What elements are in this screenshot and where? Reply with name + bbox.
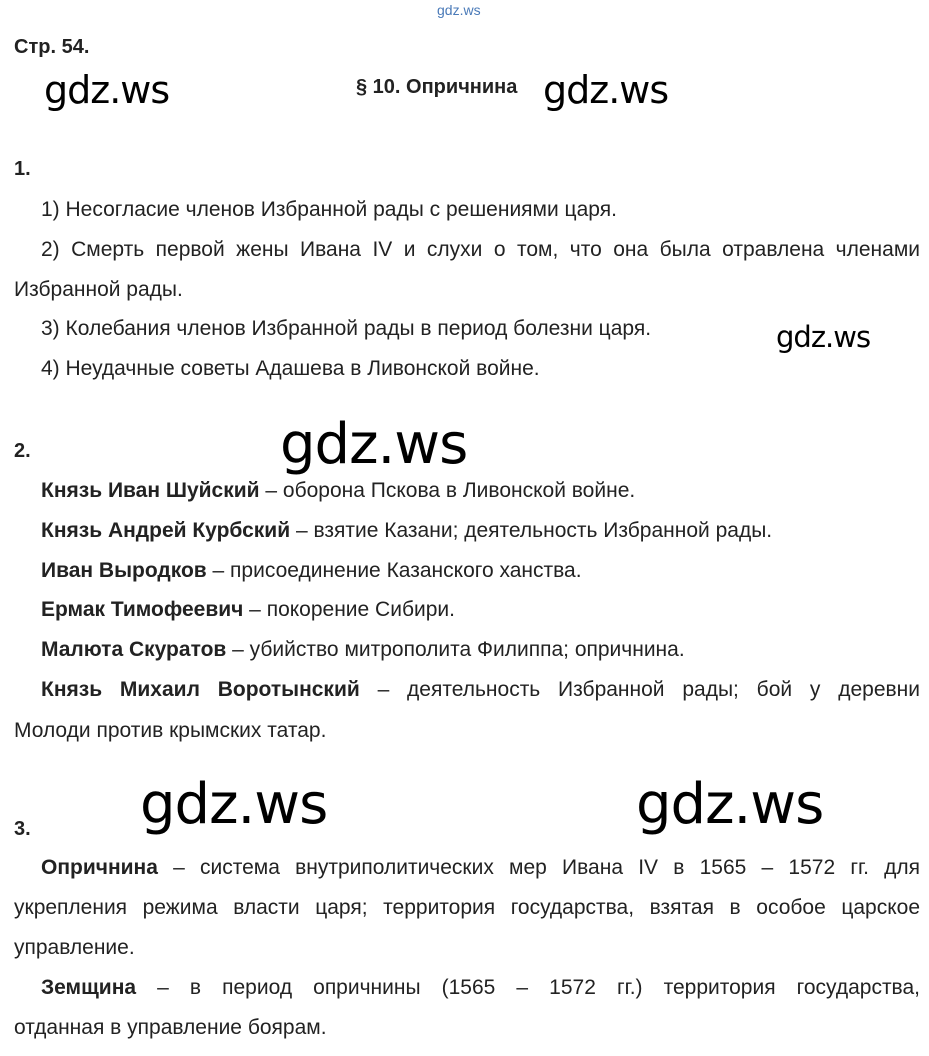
watermark: gdz.ws [140,772,328,837]
person-entry [41,560,582,581]
watermark: gdz.ws [44,68,170,112]
person-name: Малюта Скуратов [41,638,227,661]
watermark: gdz.ws [776,320,871,354]
person-name: Князь Андрей Курбский [41,519,291,542]
watermark: gdz.ws [636,772,824,837]
definition-text: – в период опричнины (1565 – 1572 гг.) территория государства, [136,976,920,999]
section-number-3: 3. [14,818,31,840]
person-desc: – деятельность Избранной рады; бой у деревни [359,678,920,701]
list-item: 3) Колебания членов Избранной рады в период болезни царя. [41,317,652,340]
page-title: § 10. Опричнина [356,76,518,98]
watermark: gdz.ws [280,412,468,477]
person-desc: – взятие Казани; деятельность Избранной рады. [290,519,773,542]
list-item-continuation: Избранной рады. [14,278,183,301]
person-desc: – покорение Сибири. [243,598,455,621]
person-entry [41,520,772,541]
person-desc: – оборона Пскова в Ливонской войне. [259,479,636,502]
definition-line: отданная в управление боярам. [14,1016,327,1039]
person-name: Ермак Тимофеевич [41,598,244,621]
person-entry [41,679,920,700]
section-number-2: 2. [14,440,31,462]
list-item: 2) Смерть первой жены Ивана IV и слухи о том, что она была отравлена членами [41,238,920,261]
definition-oprichnina [41,857,920,878]
list-item: 4) Неудачные советы Адашева в Ливонской войне. [41,357,540,380]
person-name: Князь Иван Шуйский [41,479,260,502]
person-entry [41,480,635,501]
section-number-1: 1. [14,158,31,180]
definition-zemshchina [41,977,920,998]
person-desc: – присоединение Казанского ханства. [206,559,582,582]
term-zemshchina: Земщина [41,976,137,999]
top-watermark: gdz.ws [437,2,481,18]
term-oprichnina: Опричнина [41,856,158,879]
person-name: Князь Михаил Воротынский [41,678,360,701]
person-entry [41,599,455,620]
list-item: 1) Несогласие членов Избранной рады с решениями царя. [41,198,617,221]
definition-text: – система внутриполитических мер Ивана IV в 1565 – 1572 гг. для [157,856,920,879]
definition-line: управление. [14,936,135,959]
person-entry [41,639,685,660]
person-desc: – убийство митрополита Филиппа; опричнина. [226,638,685,661]
person-entry-continuation: Молоди против крымских татар. [14,719,327,742]
page-label: Стр. 54. [14,36,90,58]
watermark: gdz.ws [543,68,669,112]
definition-line: укрепления режима власти царя; территория государства, взятая в особое царское [14,896,920,919]
person-name: Иван Выродков [41,559,207,582]
